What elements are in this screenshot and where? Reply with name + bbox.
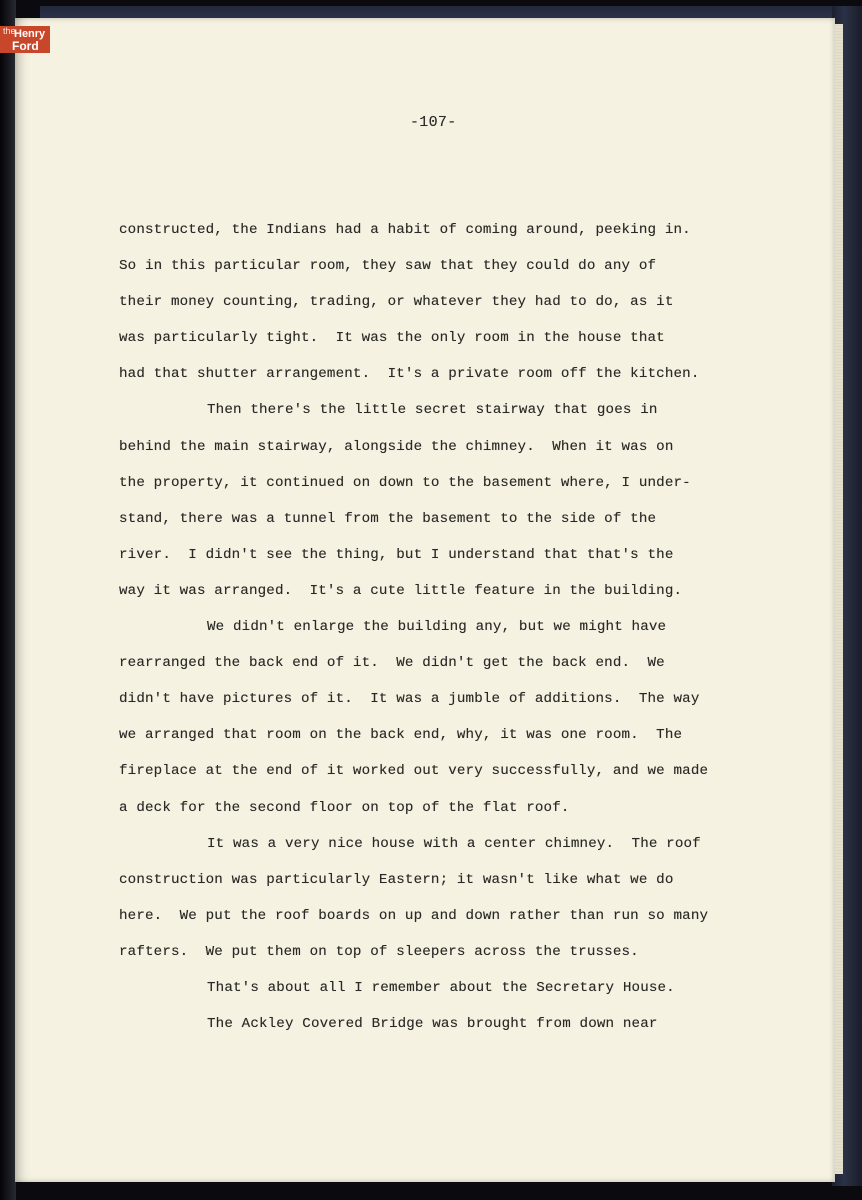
logo-henry: Henry [14, 28, 46, 40]
henry-ford-logo [0, 26, 50, 53]
text-line: was particularly tight. It was the only room in the house that [119, 330, 665, 347]
paragraph-start-line: Then there's the little secret stairway that goes in [207, 402, 658, 419]
book-spine [0, 0, 16, 1200]
paragraph-start-line: The Ackley Covered Bridge was brought from down near [207, 1016, 658, 1033]
text-line: rearranged the back end of it. We didn't get the back end. We [119, 655, 665, 672]
logo-the: the [3, 26, 16, 36]
text-line: stand, there was a tunnel from the basement to the side of the [119, 510, 657, 527]
text-line: here. We put the roof boards on up and down rather than run so many [119, 907, 709, 924]
text-line: didn't have pictures of it. It was a jumble of additions. The way [119, 691, 700, 708]
text-line: we arranged that room on the back end, why, it was one room. The [119, 727, 683, 744]
text-line: rafters. We put them on top of sleepers across the trusses. [119, 943, 639, 960]
text-line: had that shutter arrangement. It's a private room off the kitchen. [119, 366, 700, 383]
paragraph-start-line: We didn't enlarge the building any, but we might have [207, 619, 667, 636]
text-line: the property, it continued on down to the basement where, I under- [119, 474, 691, 491]
paragraph-start-line: That's about all I remember about the Secretary House. [207, 979, 675, 996]
paragraph-start-line: It was a very nice house with a center chimney. The roof [207, 835, 701, 852]
page-number: -107- [410, 114, 457, 131]
text-line: So in this particular room, they saw that they could do any of [119, 258, 657, 275]
typed-transcript-text [119, 218, 759, 1048]
text-line: constructed, the Indians had a habit of coming around, peeking in. [119, 222, 691, 238]
text-line: fireplace at the end of it worked out very successfully, and we made [119, 763, 709, 780]
page-stack-edges [835, 24, 843, 1174]
text-line: their money counting, trading, or whatever they had to do, as it [119, 294, 674, 311]
text-line: a deck for the second floor on top of the flat roof. [119, 799, 570, 816]
text-line: construction was particularly Eastern; it wasn't like what we do [119, 871, 674, 888]
text-line: way it was arranged. It's a cute little feature in the building. [119, 582, 683, 599]
text-line: behind the main stairway, alongside the chimney. When it was on [119, 438, 674, 455]
text-line: river. I didn't see the thing, but I understand that that's the [119, 546, 674, 563]
logo-ford: Ford [12, 39, 39, 53]
